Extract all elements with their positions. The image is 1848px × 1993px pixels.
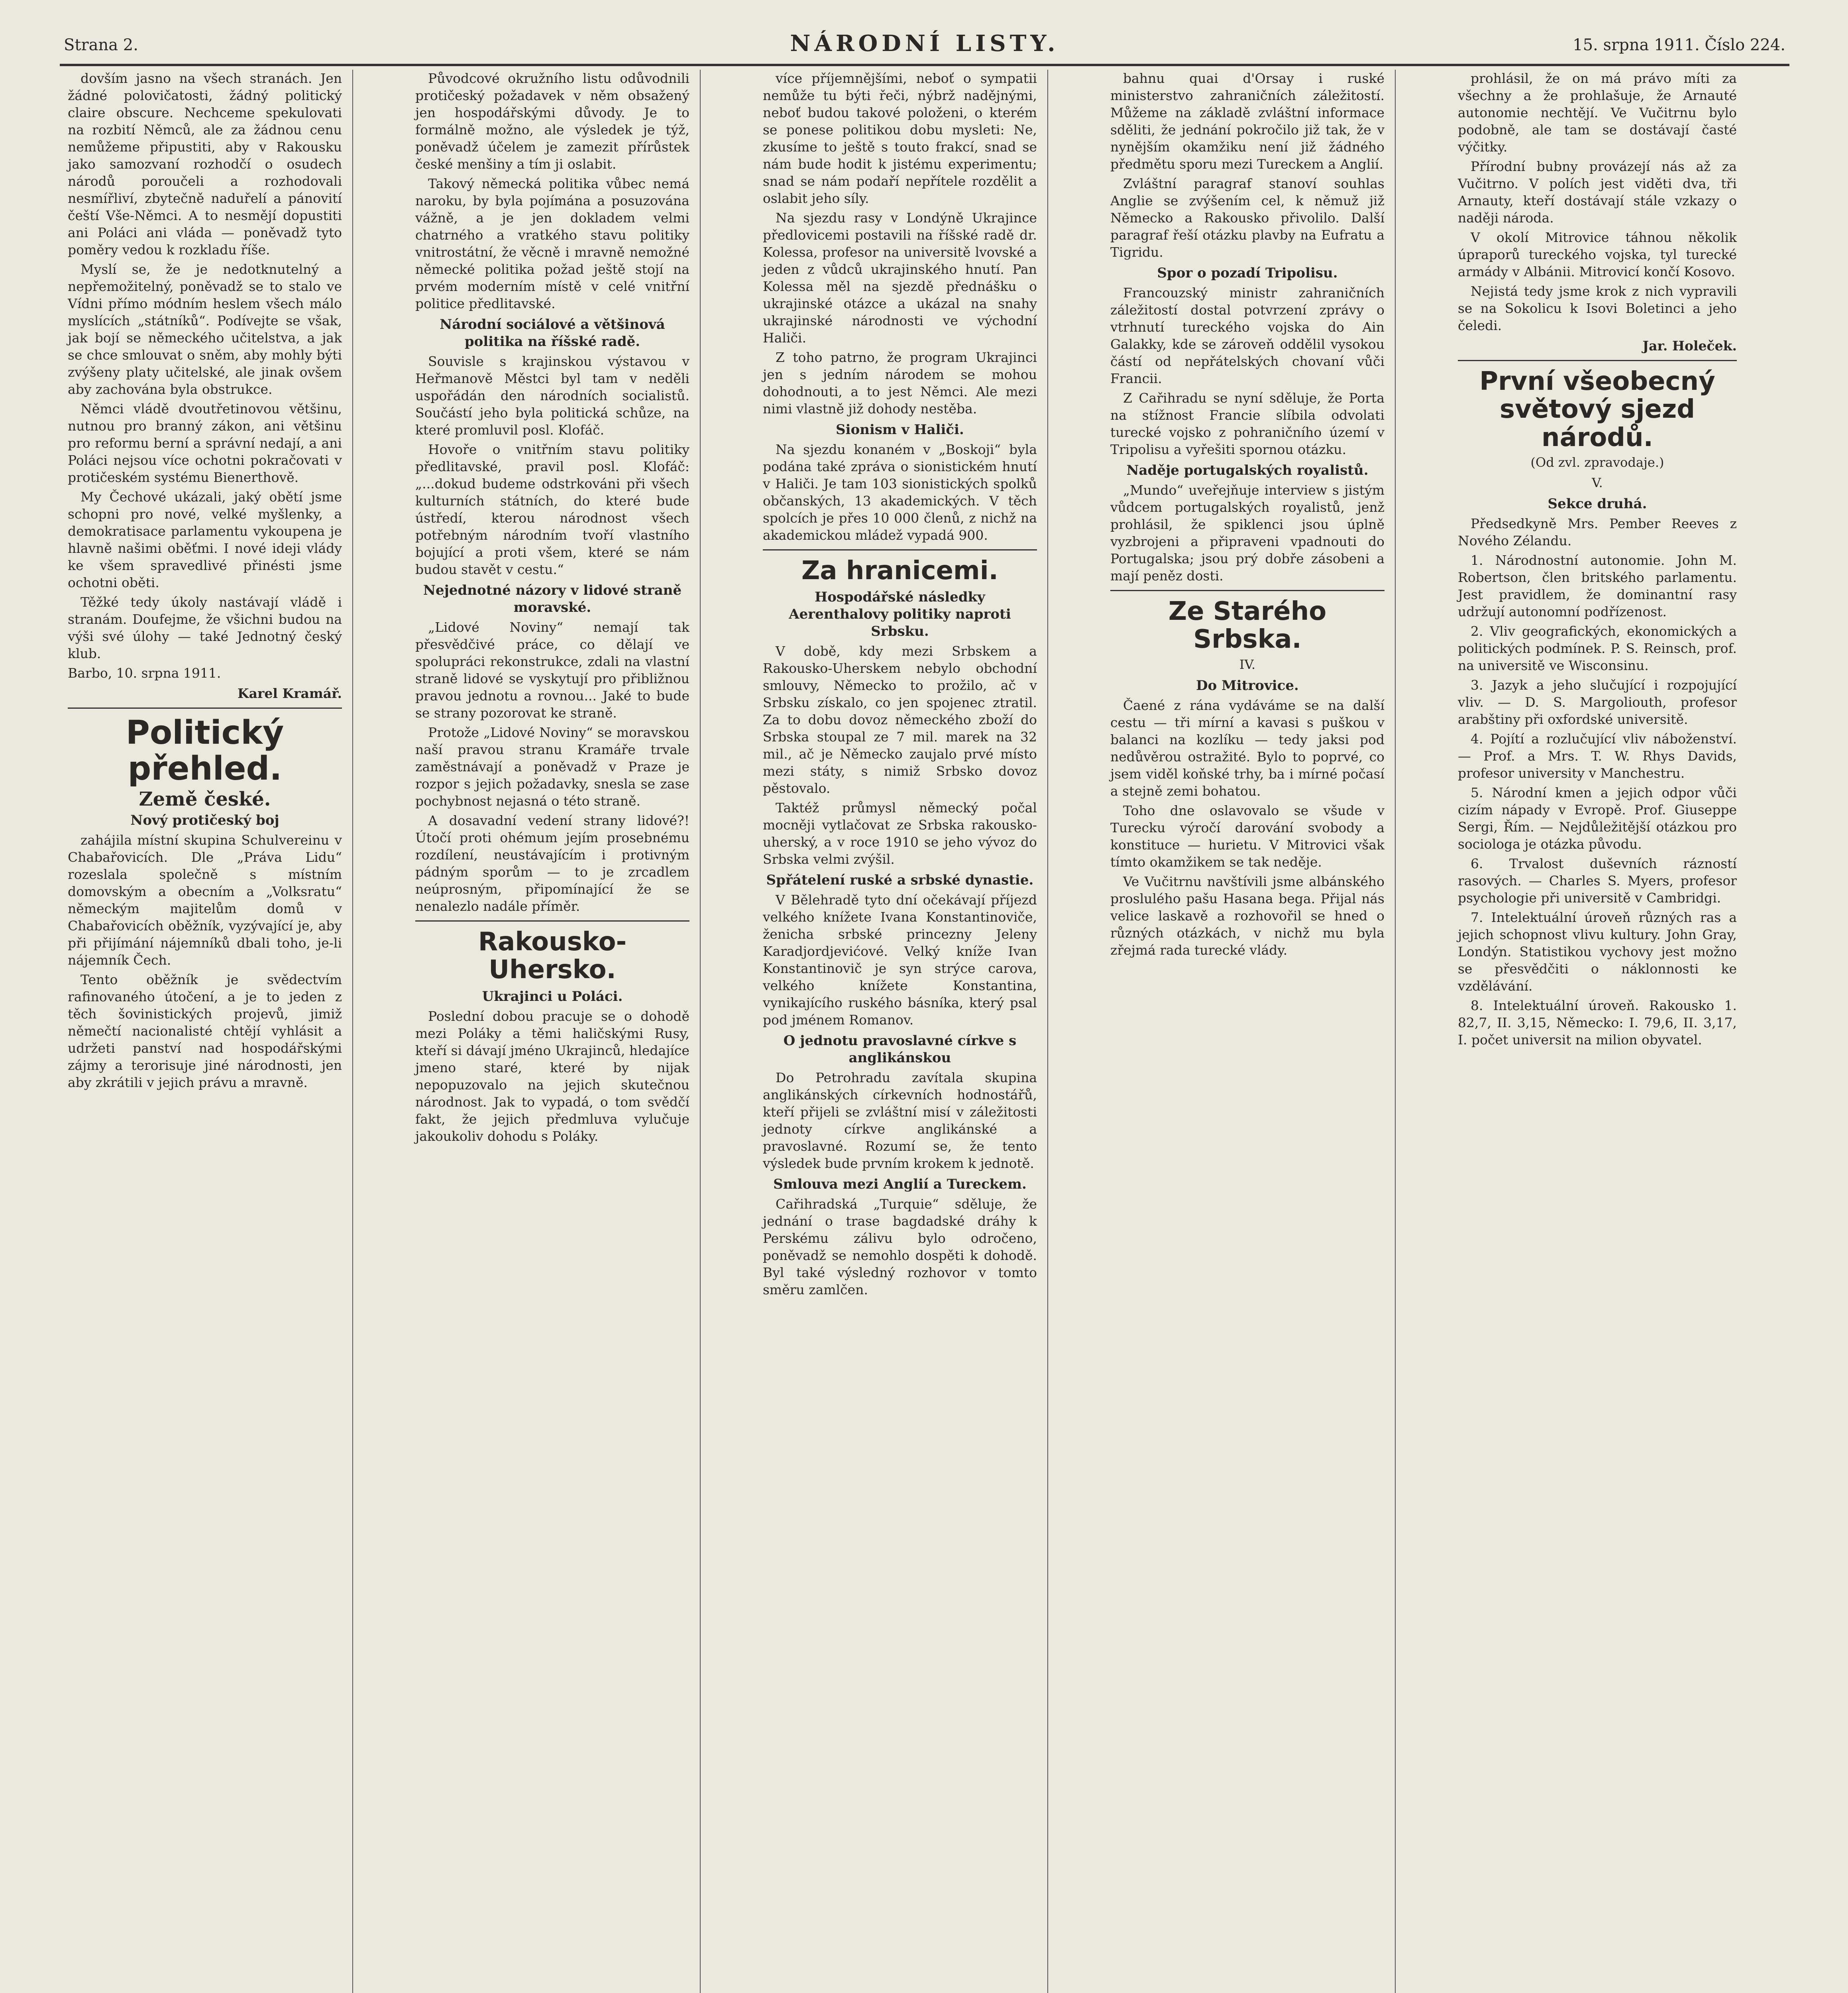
subsection-heading: Země české.	[139, 788, 271, 811]
article-paragraph: Přírodní bubny provázejí nás až za Vučitrno. V polích jest viděti dva, tři Arnauty, kteří dostávají stále vzkazy o naději národa.	[1458, 159, 1737, 226]
article-paragraph: Němci vládě dvoutřetinovou většinu, nutnou pro branný zákon, ani většinu pro reformu berní a správní nedají, a ani Poláci nejsou více ochotni pokračovati v protičeském systému Bienerthově.	[68, 401, 342, 485]
divider	[1110, 590, 1385, 591]
article-paragraph: V okolí Mitrovice táhnou několik úpraporů tureckého vojska, tyl turecké armády v Albánii. Mitrovicí končí Kosovo.	[1458, 230, 1737, 279]
dateline: Barbo, 10. srpna 1911.	[68, 665, 221, 681]
issue-date: 15. srpna 1911. Číslo 224.	[1573, 36, 1785, 54]
article-paragraph: V Bělehradě tyto dní očekávají příjezd velkého knížete Ivana Konstantinoviče, ženicha srbské princezny Jeleny Karadjordjevićové. Velký kníže Ivan Konstantinovič je syn strýce carova, velkého knížete Konstantina, vynikajícího ruského básníka, který psal pod jménem Romanov.	[763, 892, 1037, 1028]
article-paragraph: Toho dne oslavovalo se všude v Turecku výročí darování svobody a konstituce — hurietu. V Mitrovici však tímto okamžikem se tak neděje.	[1110, 802, 1385, 870]
page-header	[60, 24, 1789, 66]
column-1	[68, 70, 342, 1093]
article-paragraph: Protože „Lidové Noviny“ se moravskou naší pravou stranu Kramáře trvale zaměstnávají a poněvadž v Praze je rozpor s jejich požadavky, snesla se zase pochybnost nejasná o této straně.	[415, 725, 689, 809]
column-5	[1458, 70, 1737, 1051]
byline: (Od zvl. zpravodaje.)	[1530, 455, 1664, 470]
signature: Karel Kramář.	[237, 686, 342, 701]
list-item: 7. Intelektuální úroveň různých ras a jejich schopnost vlivu kultury. John Gray, Londýn. Statistikou vychovy jest možno se přesvědčiti o náklonnosti ke vzdělávání.	[1458, 910, 1737, 994]
divider	[763, 549, 1037, 550]
part-number: IV.	[1239, 656, 1256, 672]
section-heading: První všeobecný světový sjezd národů.	[1479, 367, 1715, 452]
article-paragraph: Hovoře o vnitřním stavu politiky předlitavské, pravil posl. Klofáč: „...dokud budeme odstrkováni při všech kulturních státních, do které bude ústředí, kterou národnost všech potřebným národním tvoří vlastního bojující a proti všem, které se nám budou stavět v cestu.“	[415, 442, 689, 577]
article-paragraph: Tento oběžník je svědectvím rafinovaného útočení, a je to jeden z těch šovinistických projevů, jimiž němečtí nacionalisté chtějí vyhlásit a udržeti panství nad hospodářskými zájmy a terorisuje jiné národnosti, jen aby zkrátili v jejich právu a mravně.	[68, 972, 342, 1091]
article-heading: Národní sociálové a většinová politika na říšské radě.	[440, 316, 665, 350]
article-heading: O jednotu pravoslavné církve s anglikánskou	[783, 1033, 1017, 1066]
list-item: 6. Trvalost duševních rázností rasových. — Charles S. Myers, profesor psychologie při universitě v Cambridgi.	[1458, 856, 1737, 906]
article-paragraph: Cařihradská „Turquie“ sděluje, že jednání o trase bagdadské dráhy k Perskému zálivu bylo odročeno, poněvadž se nemohlo dospěti k dohodě. Byl také výsledný rozhovor v tomto směru zamlčen.	[763, 1196, 1037, 1298]
article-paragraph: Zvláštní paragraf stanoví souhlas Anglie se zvýšením cel, k němuž již Německo a Rakousko přivolilo. Další paragraf řeší otázku plavby na Eufratu a Tigridu.	[1110, 176, 1385, 260]
article-heading: Naděje portugalských royalistů.	[1126, 462, 1369, 478]
article-heading: Spřátelení ruské a srbské dynastie.	[766, 872, 1034, 888]
article-paragraph: My Čechové ukázali, jaký obětí jsme schopni pro nové, velké myšlenky, a demokratisace parlamentu vykoupena je hlavně našimi oběťmi. I nové ideji vlády ke všem spravedlivé přinésti jsme ochotni oběti.	[68, 489, 342, 590]
article-paragraph: dovším jasno na všech stranách. Jen žádné polovičatosti, žádný politický claire obscure. Nechceme spekulovati na rozbití Němců, ale za žádnou cenu nemůžeme připustiti, aby v Rakousku jako samozvaní rozhodčí o osudech národů poroučeli a rozhodovali nesmířliví, zbytečně naduřelí a pánovití čeští Vše-Němci. A to nesmějí dopustiti ani Poláci ani vláda — poněvadž tyto poměry vedou k rozkladu říše.	[68, 71, 342, 257]
article-paragraph: Čaené z rána vydáváme se na další cestu — tři mírní a kavasi s puškou v balanci na kozlíku — tedy jaksi pod nedůvěrou ostražité. Bylo to poprvé, co jsem viděl koňské trhy, ba i mírné počasí a stejně zemi bohatou.	[1110, 697, 1385, 799]
column-2	[415, 70, 689, 1147]
article-paragraph: Takový německá politika vůbec nemá naroku, by byla pojímána a posuzována vážně, a je jen dokladem velmi chatrného a vratkého stavu politiky vnitrostátní, že věcně i mravně nemožné německé politika požad ještě stojí na prvém moderním místě v celé vnitřní politice předlitavské.	[415, 176, 689, 311]
part-number: V.	[1592, 475, 1603, 491]
article-paragraph: prohlásil, že on má právo míti za všechny a že prohlašuje, že Arnauté autonomie nechtějí. Ve Vučitrnu bylo podobně, ale tam se dostávají časté výčitky.	[1458, 71, 1737, 155]
column-rule	[1395, 70, 1396, 1993]
article-paragraph: Souvisle s krajinskou výstavou v Heřmanově Městci byl tam v neděli uspořádán den národních socialistů. Součástí jeho byla politická schůze, na které promluvil posl. Klofáč.	[415, 354, 689, 438]
article-paragraph: Z toho patrno, že program Ukrajinci jen s jedním národem se mohou dohodnouti, a to jest Němci. Ale mezi nimi vlastně již dohody nestěba.	[763, 350, 1037, 417]
section-heading: Za hranicemi.	[801, 556, 998, 586]
article-heading: Hospodářské následky Aerenthalovy politiky naproti Srbsku.	[789, 589, 1011, 640]
article-heading: Smlouva mezi Anglií a Tureckem.	[773, 1176, 1027, 1193]
article-paragraph: Z Cařihradu se nyní sděluje, že Porta na stížnost Francie slíbila odvolati turecké vojsko z pohraničního území v Tripolisu a vyřešiti spornou otázku.	[1110, 390, 1385, 457]
article-heading: Spor o pozadí Tripolisu.	[1157, 265, 1338, 281]
article-paragraph: „Lidové Noviny“ nemají tak přesvědčivé práce, co dělají ve spolupráci rekonstrukce, zdali na vlastní straně lidové se vyskytují pro přibližnou pravou jednotu a rovnou... Jaké to bude se strany pozorovat ke straně.	[415, 619, 689, 721]
list-item: 8. Intelektuální úroveň. Rakousko 1. 82,7, II. 3,15, Německo: I. 79,6, II. 3,17, I. počet universit na milion obyvatel.	[1458, 998, 1737, 1048]
article-heading: Nový protičeský boj	[130, 812, 279, 829]
section-heading: Ze Starého Srbska.	[1168, 597, 1327, 655]
article-paragraph: více příjemnějšími, neboť o sympatii nemůže tu býti řeči, nýbrž nadějnými, neboť budou takové položeni, o kterém se ponese politikou dobu mysleti: Ne, zkusíme to ještě s touto frakcí, snad se nám bude hodit k jistému experimentu; snad se nám podaří nepřítele rozdělit a oslabit jeho síly.	[763, 71, 1037, 206]
list-item: 2. Vliv geografických, ekonomických a politických podmínek. P. S. Reinsch, prof. na universitě ve Wisconsinu.	[1458, 623, 1737, 674]
article-paragraph: Francouzský ministr zahraničních záležitostí dostal potvrzení zprávy o vtrhnutí tureckého vojska do Ain Galakky, kde se zároveň oddělil vysokou částí od nepřátelských chovaní vůči Francii.	[1110, 285, 1385, 386]
column-rule	[700, 70, 701, 1993]
article-heading: Nejednotné názory v lidové straně moravské.	[423, 582, 682, 615]
article-paragraph: Nejistá tedy jsme krok z nich vypravili se na Sokolicu k Isovi Boletinci a jeho čeledi.	[1458, 283, 1737, 333]
divider	[1458, 360, 1737, 361]
article-heading: Do Mitrovice.	[1196, 677, 1299, 694]
column-rule	[352, 70, 353, 1993]
article-paragraph: Na sjezdu konaném v „Boskoji“ byla podána také zpráva o sionistickém hnutí v Haliči. Je tam 103 sionistických spolků občanských, 13 akademických. V těch spolcích je přes 10 000 členů, z nichž na akademickou mládež vypadá 900.	[763, 442, 1037, 543]
page-number: Strana 2.	[64, 36, 138, 54]
divider	[415, 920, 689, 922]
list-item: 1. Národnostní autonomie. John M. Robertson, člen britského parlamentu. Jest pravidlem, že dominantní rasy udržují autonomní podřízenost.	[1458, 552, 1737, 620]
article-heading: Ukrajinci u Poláci.	[482, 988, 623, 1004]
article-paragraph: „Mundo“ uveřejňuje interview s jistým vůdcem portugalských royalistů, jenž prohlásil, že spiklenci jsou úplně vyzbrojeni a připraveni vpadnouti do Portugalska; jsou prý dobře zásobeni a mají peněz dosti.	[1110, 482, 1385, 584]
column-4	[1110, 70, 1385, 961]
article-paragraph: V době, kdy mezi Srbskem a Rakousko-Uherskem nebylo obchodní smlouvy, Německo to prožilo, ač v Srbsku získalo, co jen spojenec ztratil. Za to dobu dovoz německého zboží do Srbska stoupal ze 7 mil. marek na 32 mil., ač je Německo zaujalo prvé místo mezi státy, s nimiž Srbsko dovoz pěstovalo.	[763, 643, 1037, 796]
list-item: 5. Národní kmen a jejich odpor vůči cizím nápady v Evropě. Prof. Giuseppe Sergi, Řím. — Nejdůležitější otázkou pro sociologa je otázka původu.	[1458, 785, 1737, 852]
article-paragraph: Těžké tedy úkoly nastávají vládě i stranám. Doufejme, že všichni budou na výši své úlohy — také Jednotný český klub.	[68, 594, 342, 661]
article-paragraph: zahájila místní skupina Schulvereinu v Chabařovicích. Dle „Práva Lidu“ rozeslala společně s místním domovským a obecním a „Volksratu“ německým majitelům domů v Chabařovicích oběžník, vyzývající je, aby při přijímání nájemníků dbali toho, je-li nájemník Čech.	[68, 832, 342, 968]
section-heading: Rakousko-Uhersko.	[478, 927, 627, 985]
article-heading: Sionism v Haliči.	[836, 422, 964, 438]
column-3	[763, 70, 1037, 1301]
article-paragraph: Ve Vučitrnu navštívili jsme albánského proslulého pašu Hasana bega. Přijal nás velice laskavě a rozhovořil se hned o různých otázkách, v nichž mu byla zřejmá rada turecké vlády.	[1110, 873, 1385, 958]
article-paragraph: Taktéž průmysl německý počal mocněji vytlačovat ze Srbska rakousko-uherský, a v roce 1910 se jeho vývoz do Srbska velmi zvýšil.	[763, 800, 1037, 867]
article-heading: Sekce druhá.	[1548, 496, 1647, 512]
article-paragraph: Původcové okružního listu odůvodnili protičeský požadavek v něm obsažený jen hospodářskými důvody. Je to formálně možno, ale výsledek je týž, poněvadž účelem je zamezit přírůstek české menšiny a tím ji oslabit.	[415, 71, 689, 172]
article-paragraph: Poslední dobou pracuje se o dohodě mezi Poláky a těmi haličskými Rusy, kteří si dávají jméno Ukrajinců, hledajíce jmeno staré, které by nijak nepopuzovalo na jejich skutečnou národnost. Jak to vypadá, o tom svědčí fakt, že jejich předmluva vylučuje jakoukoliv dohodu s Poláky.	[415, 1008, 689, 1144]
newspaper-title: NÁRODNÍ LISTY.	[790, 30, 1059, 57]
article-paragraph: bahnu quai d'Orsay i ruské ministerstvo zahraničních záležitostí. Můžeme na základě zvláštní informace sděliti, že jednání pokročilo již tak, že v nynějším okamžiku není již žádného předmětu sporu mezi Tureckem a Anglií.	[1110, 71, 1385, 172]
list-item: 3. Jazyk a jeho slučující i rozpojující vliv. — D. S. Margoliouth, profesor arabštiny při oxfordské universitě.	[1458, 677, 1737, 727]
section-heading: Politický přehled.	[126, 714, 284, 788]
column-rule	[1047, 70, 1048, 1993]
list-item: 4. Pojítí a rozlučující vliv náboženství. — Prof. a Mrs. T. W. Rhys Davids, profesor university v Manchestru.	[1458, 731, 1737, 781]
article-paragraph: A dosavadní vedení strany lidové?! Útočí proti ohémum jejím prosebnému rozdílení, neustávajícím i protivným pádným sporům — to je zrcadlem neúprosným, připomínající že se nenalezlo nadále příměr.	[415, 813, 689, 914]
article-paragraph: Myslí se, že je nedotknutelný a nepřemožitelný, poněvadž se to stalo ve Vídni přímo módním heslem všech málo myslících „státníků“. Podívejte se však, jak bojí se německého učitelstva, a jak se chce smlouvat o sněm, aby mohly býti zvýšeny platy učitelské, ale jinak ovšem aby zachována byla obstrukce.	[68, 261, 342, 397]
article-paragraph: Předsedkyně Mrs. Pember Reeves z Nového Zélandu.	[1458, 516, 1737, 549]
article-paragraph: Do Petrohradu zavítala skupina anglikánských církevních hodnostářů, kteří přijeli se zvláštní misí v záležitosti jednoty církve anglikánské a pravoslavné. Rozumí se, že tento výsledek bude prvním krokem k jednotě.	[763, 1070, 1037, 1171]
signature: Jar. Holeček.	[1642, 338, 1737, 354]
divider	[68, 708, 342, 709]
article-paragraph: Na sjezdu rasy v Londýně Ukrajince předlovicemi postavili na říšské radě dr. Kolessa, profesor na universitě lvovské a jeden z vůdců ukrajinského hnutí. Pan Kolessa měl na sjezdě přednášku o ukrajinské otázce a ukázal na snahy ukrajinské národnosti ve východní Haliči.	[763, 210, 1037, 346]
